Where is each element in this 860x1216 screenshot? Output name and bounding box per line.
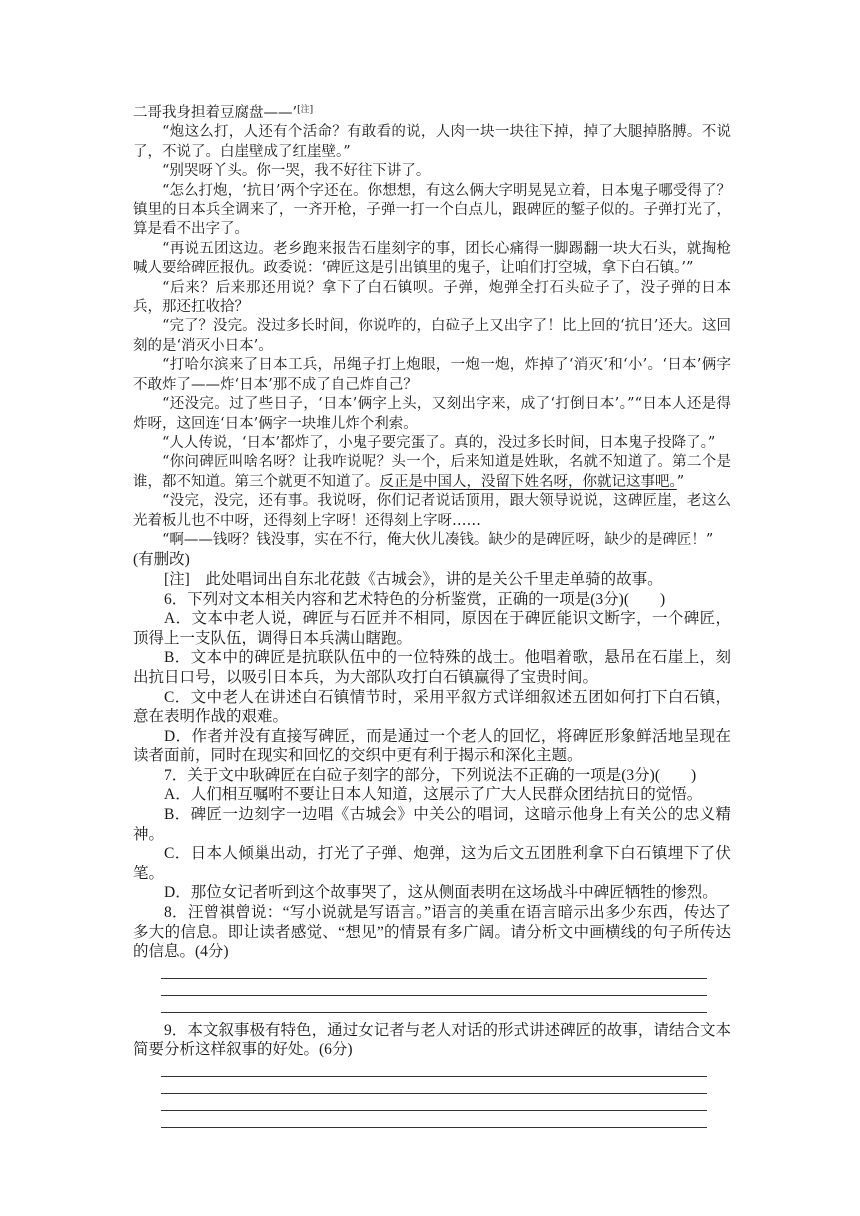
option-6b: B．文本中的碑匠是抗联队伍中的一位特殊的战士。他唱着歌，悬吊在石崖上，刻出抗日口号，以吸引日本兵，为大部队攻打白石镇赢得了宝贵时间。 (133, 649, 731, 686)
story-paragraph: “打哈尔滨来了日本工兵，吊绳子打上炮眼，一炮一炮，炸掉了‘消灭’和‘小’。‘日本’俩字不敢炸了——炸‘日本’那不成了自己炸自己？ (133, 357, 731, 393)
story-paragraph: “啊——钱呀？钱没事，实在不行，俺大伙儿凑钱。缺少的是碑匠呀，缺少的是碑匠！” (162, 531, 714, 548)
question-7: 7．关于文中耿碑匠在白砬子刻字的部分，下列说法不正确的一项是(3分)( ) (164, 766, 697, 784)
story-paragraph: “完了？没完。没过多长时间，你说咋的，白砬子上又出字了！比上回的‘抗日’还大。这回刻的是‘消灭小日本’。 (133, 318, 731, 354)
option-6d: D．作者并没有直接写碑匠，而是通过一个老人的回忆，将碑匠形象鲜活地呈现在读者面前，同时在现实和回忆的交织中更有利于揭示和深化主题。 (133, 727, 731, 765)
answer-line (161, 1094, 707, 1111)
underlined-sentence: 反正是中国人，没留下姓名呀，你就记这事吧。 (379, 473, 677, 490)
answer-line (161, 996, 707, 1013)
story-paragraph: “没完，没完，还有事。我说呀，你们记者说话顶用，跟大领导说说，这碑匠崖，老这么光着板儿也不中呀，还得刻上字呀！还得刻上字呀…… (133, 493, 731, 529)
option-7a: A．人们相互嘱咐不要让日本人知道，这展示了广大人民群众团结抗日的觉悟。 (164, 786, 703, 804)
footnote: [注] 此处唱词出自东北花鼓《古城会》，讲的是关公千里走单骑的故事。 (164, 570, 663, 588)
answer-line (161, 1077, 707, 1094)
option-7b: B．碑匠一边刻字一边唱《古城会》中关公的唱词，这暗示他身上有关公的忠义精神。 (133, 806, 731, 843)
story-paragraph: “炮这么打，人还有个活命？有敢看的说，人肉一块一块往下掉，掉了大腿掉胳膊。不说了，不说了。白崖壁成了红崖壁。” (133, 124, 731, 160)
answer-line (161, 979, 707, 996)
question-8: 8．汪曾祺曾说：“写小说就是写语言。”语言的美重在语言暗示出多少东西，传达了多大的信息。即让读者感觉、“想见”的情景有多广阔。请分析文中画横线的句子所传达的信息。(4分) (133, 904, 731, 961)
story-paragraph: 二哥我身担着豆腐盘——’[注] (133, 105, 314, 121)
answer-line (161, 962, 707, 979)
option-6c: C．文中老人在讲述白石镇情节时，采用平叙方式详细叙述五团如何打下白石镇，意在表明作战的艰难。 (133, 688, 731, 726)
story-paragraph: “再说五团这边。老乡跑来报告石崖刻字的事，团长心痛得一脚踢翻一块大石头，就掏枪喊人要给碑匠报仇。政委说：‘碑匠这是引出镇里的鬼子，让咱们打空城，拿下白石镇。’” (133, 240, 731, 277)
answer-line (161, 1111, 707, 1128)
story-paragraph: “还没完。过了些日子，‘日本’俩字上头，又刻出字来，成了‘打倒日本’。”“日本人还是得炸呀，这回连‘日本’俩字一块堆儿炸个利索。 (133, 396, 731, 432)
answer-line (161, 1060, 707, 1077)
option-7c: C．日本人倾巢出动，打光了子弹、炮弹，这为后文五团胜利拿下白石镇埋下了伏笔。 (133, 845, 731, 882)
option-6a: A．文本中老人说，碑匠与石匠并不相同，原因在于碑匠能识文断字，一个碑匠，顶得上一支队伍，调得日本兵满山瞎跑。 (133, 610, 731, 647)
story-paragraph: “后来？后来那还用说？拿下了白石镇呗。子弹，炮弹全打石头砬子了，没子弹的日本兵，那还扛收拾？ (133, 279, 731, 316)
document-page (133, 104, 731, 1128)
story-paragraph: “人人传说，‘日本’都炸了，小鬼子要完蛋了。真的，没过多长时间，日本鬼子投降了。” (162, 434, 716, 451)
footnote-marker: [注] (297, 105, 314, 115)
option-7d: D．那位女记者听到这个故事哭了，这从侧面表明在这场战斗中碑匠牺牲的惨烈。 (164, 884, 718, 902)
story-paragraph: “别哭呀丫头。你一哭，我不好往下讲了。 (162, 163, 431, 180)
answer-area-8[interactable] (133, 962, 731, 1013)
story-paragraph: “怎么打炮，‘抗日’两个字还在。你想想，有这么俩大字明晃晃立着，日本鬼子哪受得了？镇里的日本兵全调来了，一齐开枪，子弹一打一个白点儿，跟碑匠的錾子似的。子弹打光了，算是看不出字了。 (133, 182, 731, 238)
answer-area-9[interactable] (133, 1060, 731, 1128)
source-note: (有删改) (133, 551, 190, 569)
story-paragraph: “你问碑匠叫啥名呀？让我咋说呢？头一个，后来知道是姓耿，名就不知道了。第二个是谁，都不知道。第三个就更不知道了。反正是中国人，没留下姓名呀，你就记这事吧。” (133, 454, 731, 490)
question-9: 9．本文叙事极有特色，通过女记者与老人对话的形式讲述碑匠的故事，请结合文本简要分析这样叙事的好处。(6分) (133, 1021, 731, 1059)
question-6: 6．下列对文本相关内容和艺术特色的分析鉴赏，正确的一项是(3分)( ) (164, 590, 666, 608)
